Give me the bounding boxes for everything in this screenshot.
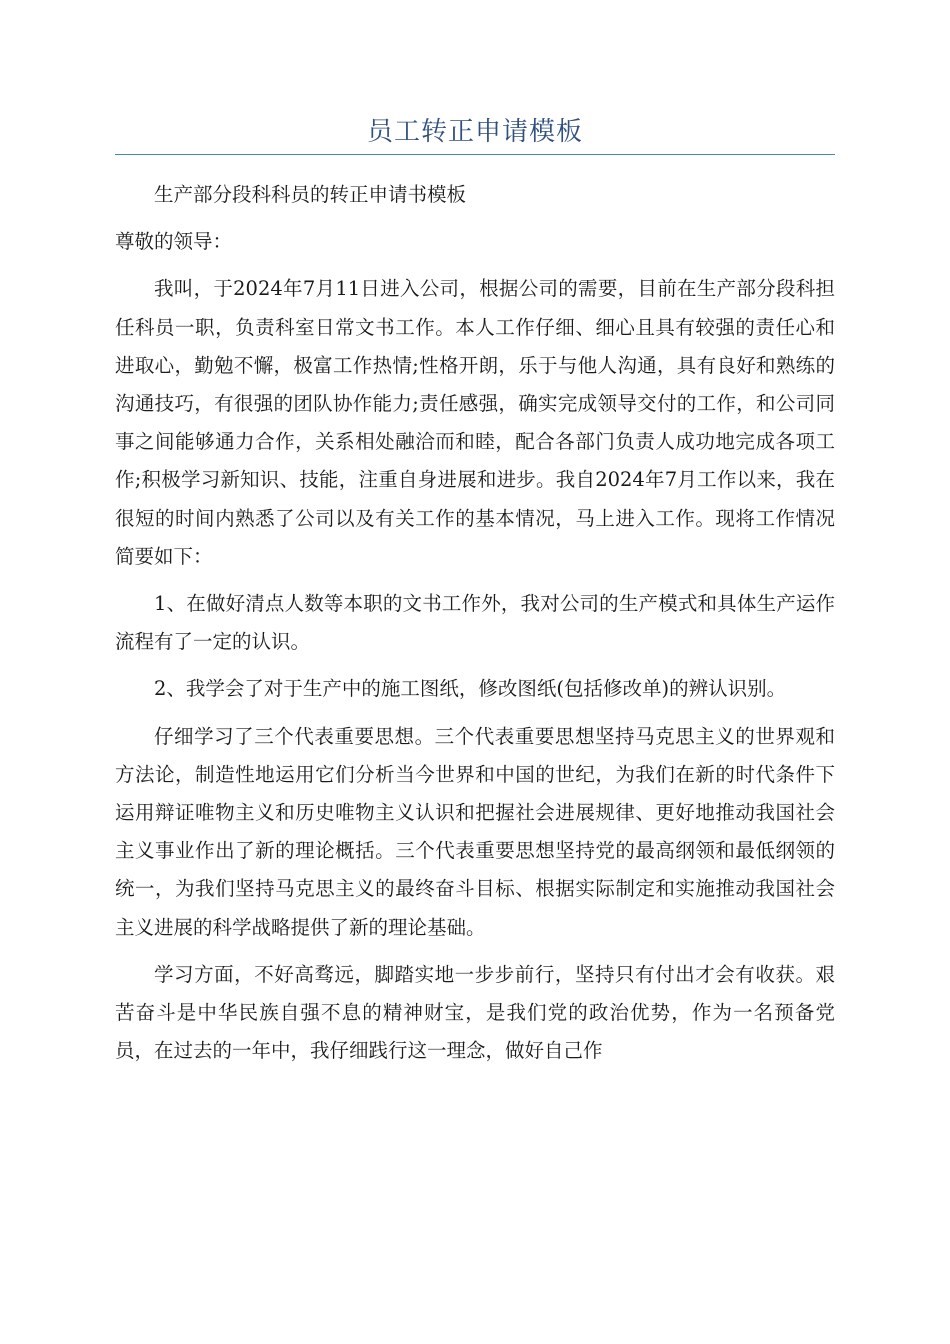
paragraph-item-2: 2、我学会了对于生产中的施工图纸，修改图纸(包括修改单)的辨认识别。: [154, 677, 787, 701]
salutation: 尊敬的领导：: [115, 230, 233, 254]
title-underline: [115, 154, 835, 155]
paragraph-item-1: 1、在做好清点人数等本职的文书工作外，我对公司的生产模式和具体生产运作流程有了一定的认识。: [115, 592, 835, 654]
document-subtitle: 生产部分段科科员的转正申请书模板: [154, 183, 467, 206]
paragraph-study: 学习方面，不好高骛远，脚踏实地一步步前行，坚持只有付出才会有收获。艰苦奋斗是中华民族自强不息的精神财宝，是我们党的政治优势，作为一名预备党员，在过去的一年中，我仔细践行这一理念，做好自己作: [115, 962, 835, 1063]
paragraph-theory: 仔细学习了三个代表重要思想。三个代表重要思想坚持马克思主义的世界观和方法论，制造性地运用它们分析当今世界和中国的世纪，为我们在新的时代条件下运用辩证唯物主义和历史唯物主义认识和把握社会进展规律、更好地推动我国社会主义事业作出了新的理论概括。三个代表重要思想坚持党的最高纲领和最低纲领的统一，为我们坚持马克思主义的最终奋斗目标、根据实际制定和实施推动我国社会主义进展的科学战略提供了新的理论基础。: [115, 724, 835, 939]
document-title: 员工转正申请模板: [366, 117, 583, 147]
paragraph-intro: 我叫，于2024年7月11日进入公司，根据公司的需要，目前在生产部分段科担任科员一职，负责科室日常文书工作。本人工作仔细、细心且具有较强的责任心和进取心，勤勉不懈，极富工作热情;性格开朗，乐于与他人沟通，具有良好和熟练的沟通技巧，有很强的团队协作能力;责任感强，确实完成领导交付的工作，和公司同事之间能够通力合作，关系相处融洽而和睦，配合各部门负责人成功地完成各项工作;积极学习新知识、技能，注重自身进展和进步。我自2024年7月工作以来，我在很短的时间内熟悉了公司以及有关工作的基本情况，马上进入工作。现将工作情况简要如下：: [115, 277, 835, 568]
document-body: [115, 176, 835, 1079]
